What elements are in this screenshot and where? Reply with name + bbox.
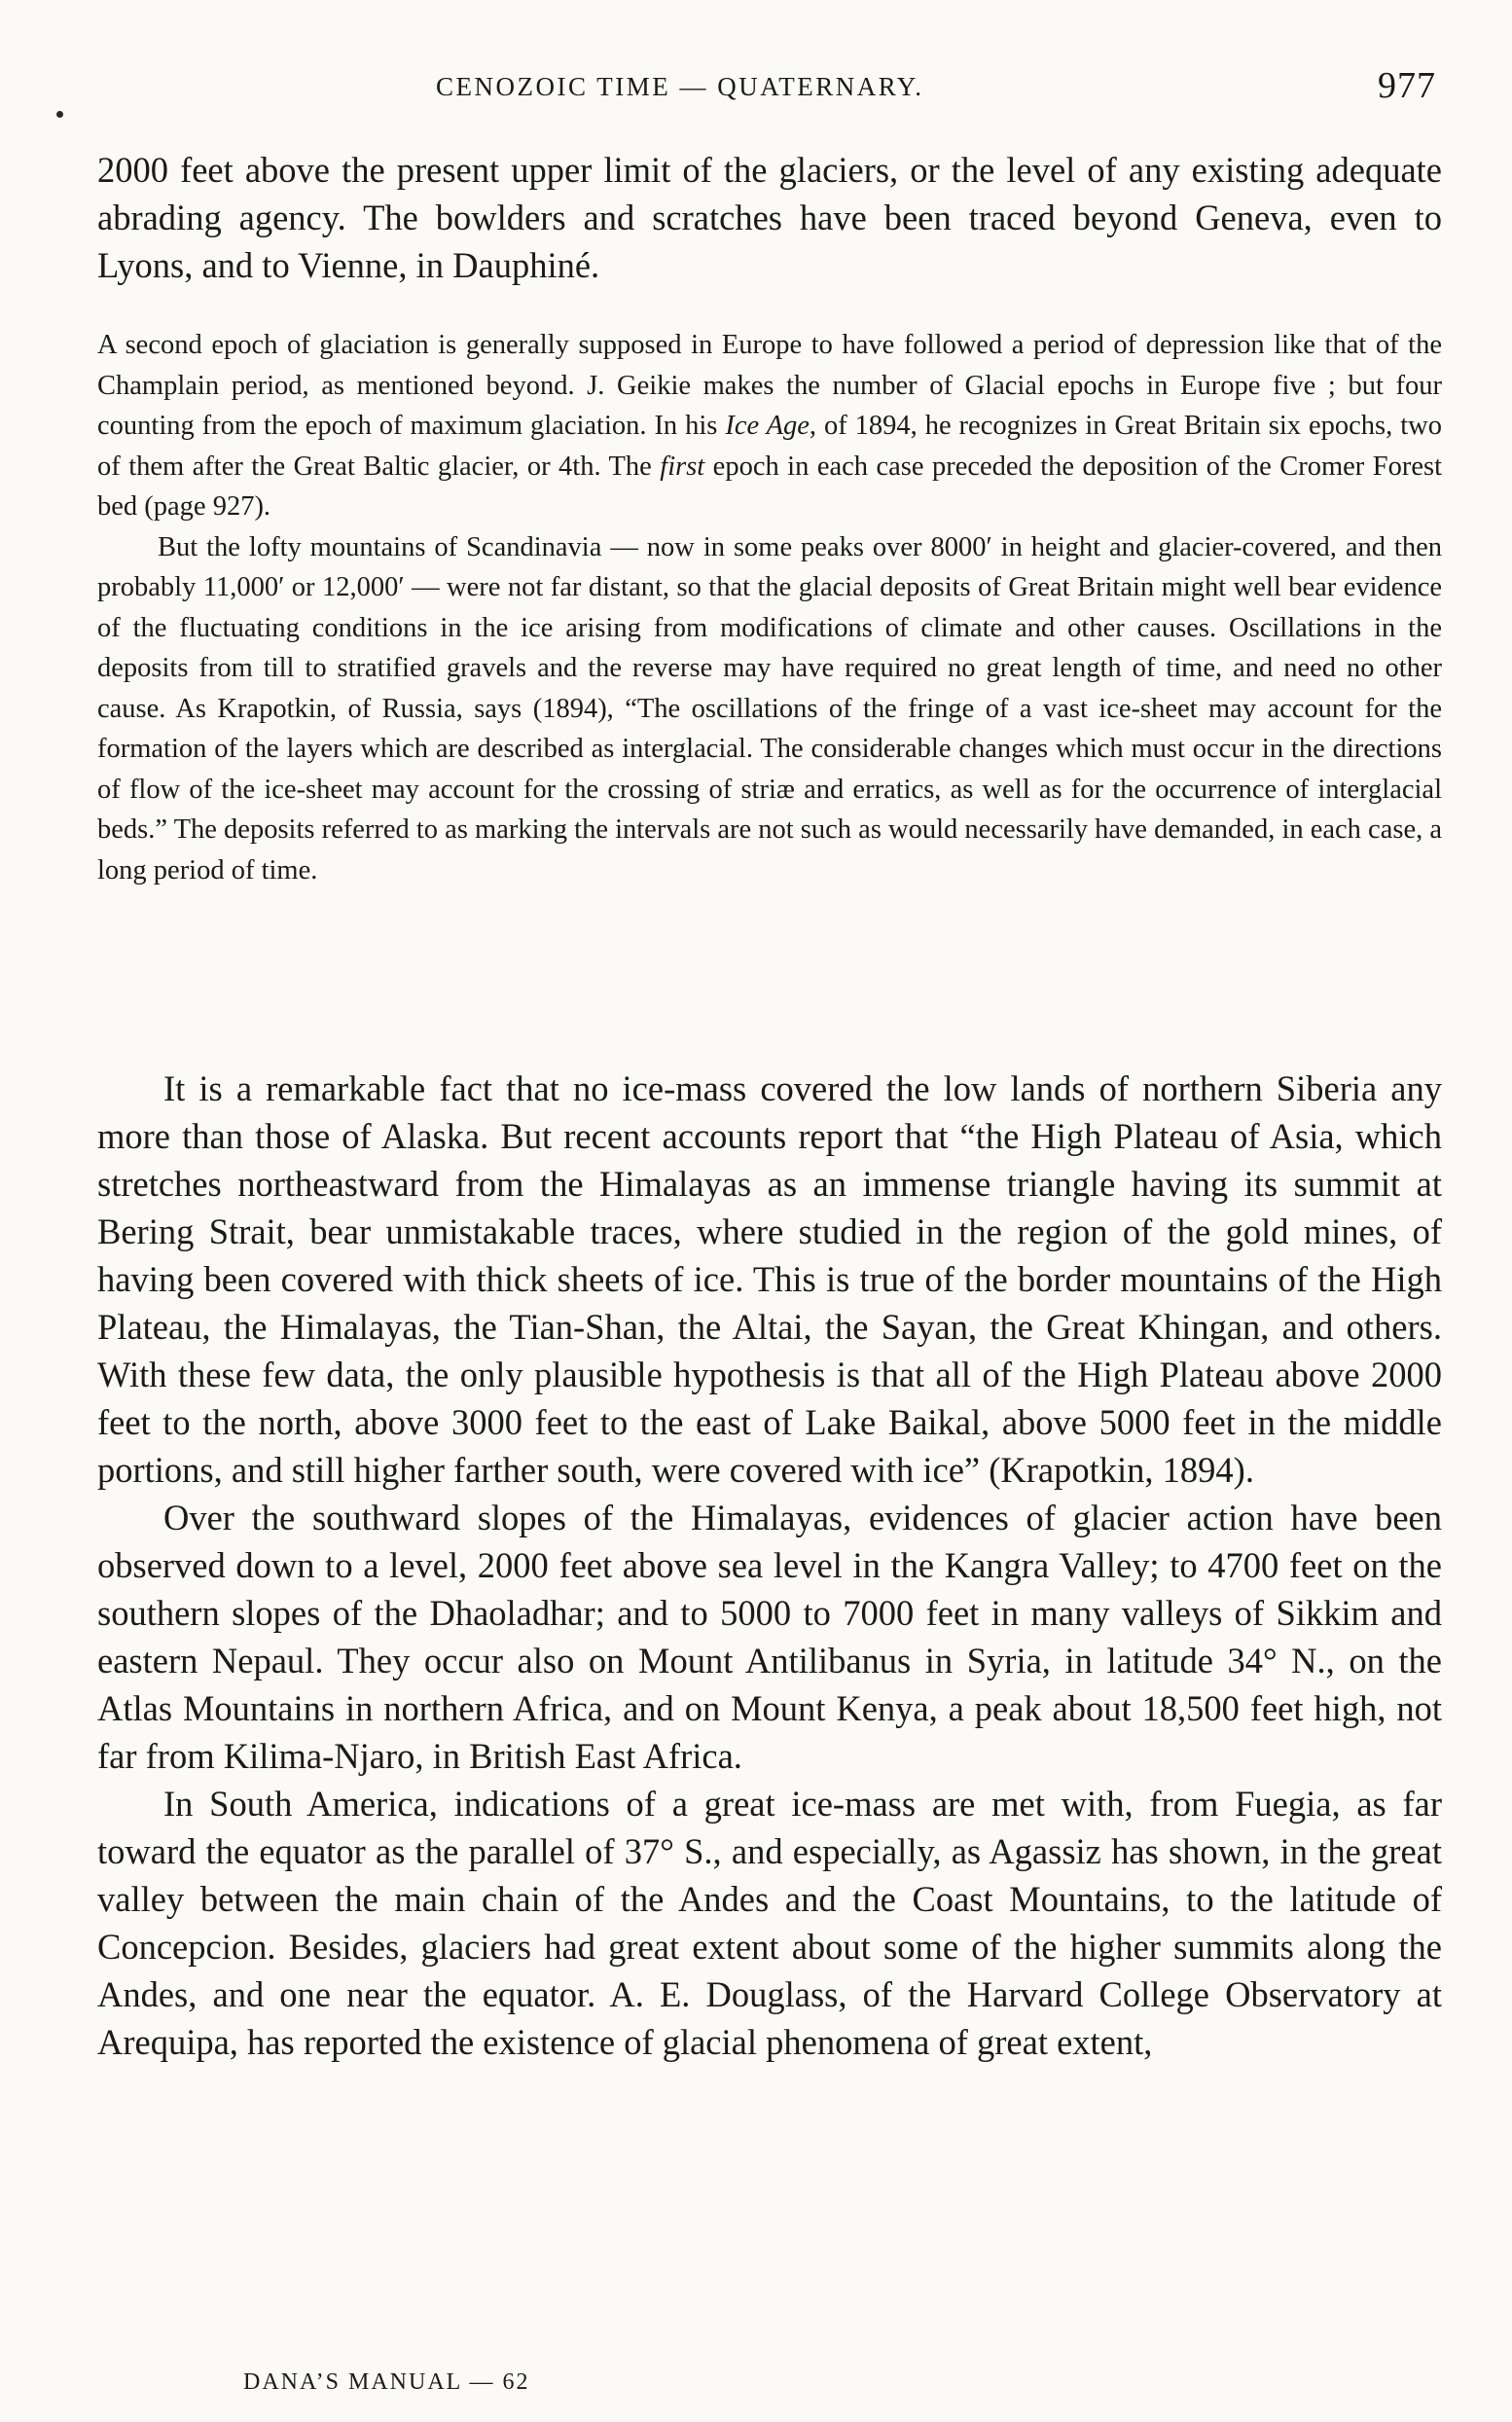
note-1-text-a: A second epoch of glaciation is generally supposed in Europe to have followed a period of depression like that of the Champlain period, as mentioned beyond. J. Geikie makes the number of Glacial epochs in Europe five ; but four counting from the epoch of maximum glaciation. In his	[97, 330, 1442, 441]
main-paragraph-3: In South America, indications of a great ice-mass are met with, from Fuegia, as far toward the equator as the parallel of 37° S., and especially, as Agassiz has shown, in the great valley between the main chain of the Andes and the Coast Mountains, to the latitude of Concepcion. Besides, glaciers had great extent about some of the higher summits along the Andes, and one near the equator. A. E. Douglass, of the Harvard College Observatory at Arequipa, has reported the existence of glacial phenomena of great extent,	[97, 1784, 1442, 2062]
page-number: 977	[1378, 65, 1436, 106]
note-1-text-b: , of 1894, he recognizes in Great Britain six epochs, two of them after the Great Baltic glacier, or 4th. The	[97, 411, 1442, 482]
note-paragraph-2: But the lofty mountains of Scandinavia — now in some peaks over 8000′ in height and glacier-covered, and then probably 11,000′ or 12,000′ — were not far distant, so that the glacial deposits of Great Britain might well bear evidence of the fluctuating conditions in the ice arising from modifications of climate and other causes. Oscillations in the deposits from till to stratified gravels and the reverse may have required no great length of time, and need no other cause. As Krapotkin, of Russia, says (1894), “The oscillations of the fringe of a vast ice-sheet may account for the formation of the layers which are described as interglacial. The considerable changes which must occur in the directions of flow of the ice-sheet may account for the crossing of striæ and erratics, as well as for the occurrence of interglacial beds.” The deposits referred to as marking the intervals are not such as would necessarily have demanded, in each case, a long period of time.	[97, 531, 1442, 886]
page-header	[0, 64, 1512, 123]
main-paragraph-1: It is a remarkable fact that no ice-mass covered the low lands of northern Siberia any more than those of Alaska. But recent accounts report that “the High Plateau of Asia, which stretches northeastward from the Himalayas as an immense triangle having its summit at Bering Strait, bear unmistakable traces, where studied in the region of the gold mines, of having been covered with thick sheets of ice. This is true of the border mountains of the High Plateau, the Himalayas, the Tian-Shan, the Altai, the Sayan, the Great Khingan, and others. With these few data, the only plausible hypothesis is that all of the High Plateau above 2000 feet to the north, above 3000 feet to the east of Lake Baikal, above 5000 feet in the middle portions, and still higher farther south, were covered with ice” (Krapotkin, 1894).	[97, 1068, 1442, 1490]
notes-section	[97, 325, 1442, 890]
note-paragraph-1	[97, 325, 1442, 527]
note-1-italic-title: Ice Age	[725, 411, 810, 441]
note-1-italic-word: first	[660, 451, 705, 482]
running-head: CENOZOIC TIME — QUATERNARY.	[436, 72, 924, 101]
note-1-text-c: epoch in each case preceded the deposition of the Cromer Forest bed (page 927).	[97, 451, 1442, 522]
stray-ink-mark	[56, 111, 63, 118]
intro-section	[97, 146, 1442, 289]
main-paragraph-2: Over the southward slopes of the Himalayas, evidences of glacier action have been observed down to a level, 2000 feet above sea level in the Kangra Valley; to 4700 feet on the southern slopes of the Dhaoladhar; and to 5000 to 7000 feet in many valleys of Sikkim and eastern Nepaul. They occur also on Mount Antilibanus in Syria, in latitude 34° N., on the Atlas Mountains in northern Africa, and on Mount Kenya, a peak about 18,500 feet high, not far from Kilima-Njaro, in British East Africa.	[97, 1498, 1442, 1776]
signature-mark: DANA’S MANUAL — 62	[243, 2369, 530, 2395]
main-section	[97, 1065, 1442, 2066]
intro-paragraph: 2000 feet above the present upper limit of the glaciers, or the level of any existing adequate abrading agency. The bowlders and scratches have been traced beyond Geneva, even to Lyons, and to Vienne, in Dauphiné.	[97, 150, 1442, 285]
